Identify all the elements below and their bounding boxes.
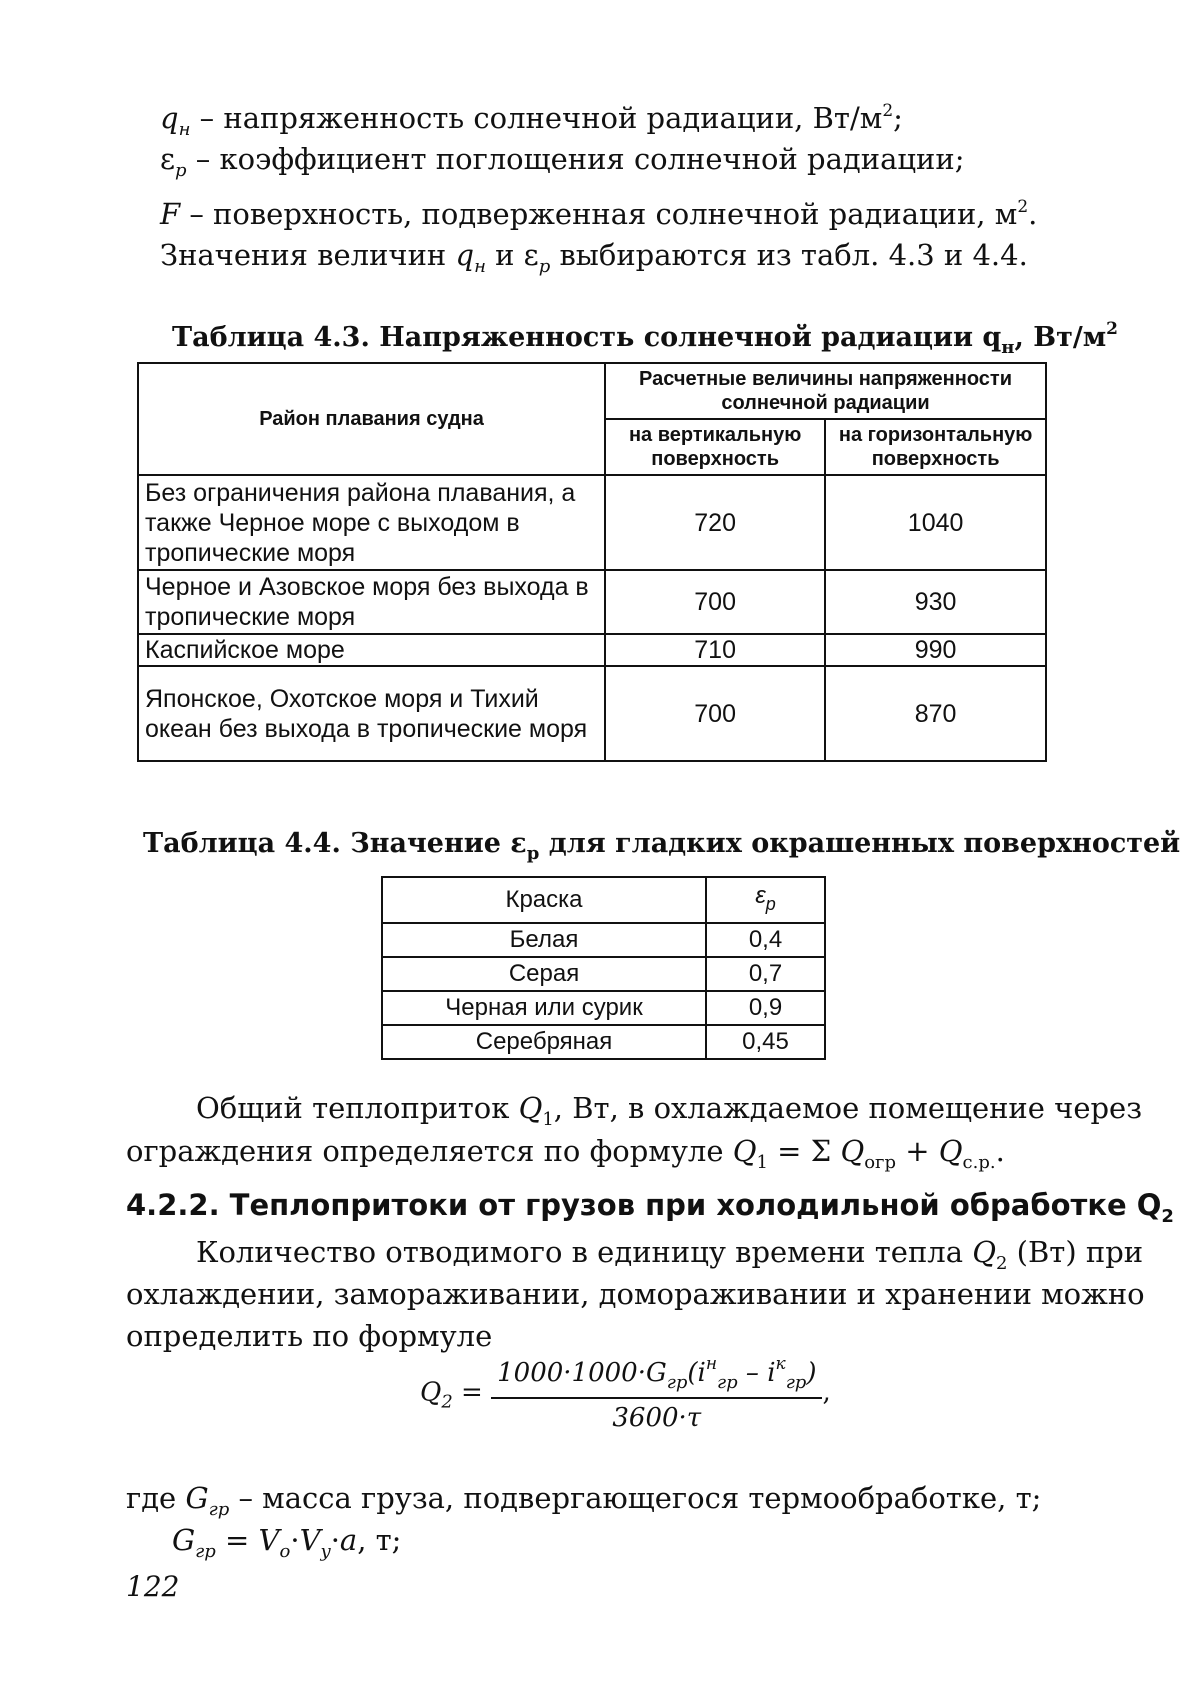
header-region: Район плавания судна [138,363,605,475]
formula-fraction [491,1354,822,1433]
cell-paint: Белая [382,923,706,957]
table-43-caption: Таблица 4.3. Напряженность солнечной радиации $q_н$, $Вт/м^2$ [172,319,1118,358]
cell-ep: 0,7 [706,957,825,991]
def-values-note: Значения величин $q_н$ и $\varepsilon_р$ выбираются из табл. 4.3 и 4.4. [160,238,1028,277]
def-ep: $\varepsilon_p$ – коэффициент поглощения солнечной радиации; [160,142,965,181]
cell-vertical: 700 [605,570,825,634]
table-43 [137,362,1047,762]
header-paint: Краска [382,877,706,923]
cell-ep: 0,9 [706,991,825,1025]
header-group: Расчетные величины напряженности солнечной радиации [605,363,1046,419]
cell-horizontal: 870 [825,666,1046,761]
para-q2-line2: охлаждении, замораживании, домораживании и хранении можно [126,1277,1145,1311]
cell-region: Без ограничения района плавания, а также Черное море с выходом в тропические моря [138,475,605,570]
cell-region: Японское, Охотское моря и Тихий океан без выхода в тропические моря [138,666,605,761]
where-line2: $G_{гр} = V_o\cdot V_y\cdot a$, т; [172,1523,402,1562]
table-row [138,475,1046,570]
cell-vertical: 710 [605,634,825,666]
def-qn: $q_н$ – напряженность солнечной радиации, $Вт/м^2$; [160,101,903,140]
table-row [138,666,1046,761]
table-row [138,634,1046,666]
table-row [382,923,825,957]
formula-numerator: $1000\cdot 1000\cdot G_{гр}(i^н_{гр} - i^к_{гр})$ [491,1354,822,1399]
table-44-caption: Таблица 4.4. Значение $\varepsilon_р$ для гладких окрашенных поверхностей [143,828,1181,864]
def-f: F – поверхность, подверженная солнечной радиации, $м^2$. [160,197,1038,231]
table-43-header-row [138,363,1046,419]
para-q1-line1: Общий теплоприток $Q_1$, Вт, в охлаждаемое помещение через [196,1091,1143,1130]
header-vertical: на вертикальную поверхность [605,419,825,475]
cell-vertical: 700 [605,666,825,761]
cell-paint: Черная или сурик [382,991,706,1025]
cell-vertical: 720 [605,475,825,570]
header-horizontal: на горизонтальную поверхность [825,419,1046,475]
section-heading: 4.2.2. Теплопритоки от грузов при холодильной обработке $Q_2$ [126,1188,1174,1227]
table-row [138,570,1046,634]
header-ep: $\varepsilon_р$ [706,877,825,923]
cell-ep: 0,45 [706,1025,825,1059]
para-q1-line2: ограждения определяется по формуле $Q_1 = \Sigma$ $Q_{огр} + Q_{с.р.}$. [126,1134,1005,1173]
cell-region: Черное и Азовское моря без выхода в тропические моря [138,570,605,634]
para-q2-line1: Количество отводимого в единицу времени тепла $Q_2$ (Вт) при [196,1235,1144,1274]
table-44-header-row [382,877,825,923]
cell-horizontal: 930 [825,570,1046,634]
cell-paint: Серая [382,957,706,991]
table-row [382,957,825,991]
cell-horizontal: 1040 [825,475,1046,570]
para-q2-line3: определить по формуле [126,1319,493,1353]
table-row [382,991,825,1025]
cell-region: Каспийское море [138,634,605,666]
cell-ep: 0,4 [706,923,825,957]
table-row [382,1025,825,1059]
q2-formula: $Q_2$ = $\frac{1000\cdot 1000\cdot G_{гр}(i^н_{гр} - i^к_{гр})}{3600\cdot\tau}$ , [420,1354,831,1433]
table-44 [381,876,826,1060]
formula-denominator: 3600·τ [612,1403,702,1433]
page-number: 122 [126,1570,180,1603]
cell-paint: Серебряная [382,1025,706,1059]
where-line1: где $G_{гр}$ – масса груза, подвергающегося термообработке, т; [126,1481,1042,1520]
cell-horizontal: 990 [825,634,1046,666]
